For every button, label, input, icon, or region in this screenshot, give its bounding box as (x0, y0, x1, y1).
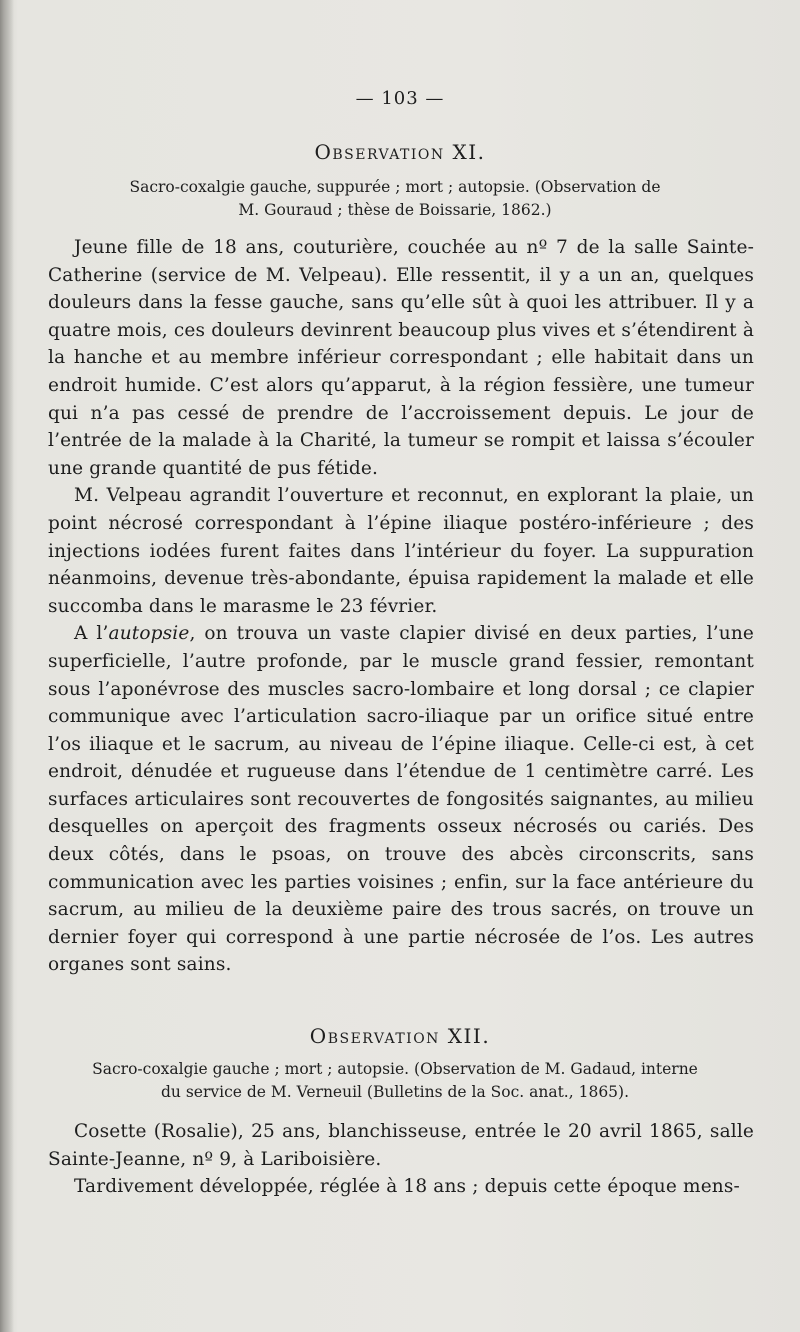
autopsy-prefix: A l’ (74, 623, 109, 645)
observation-xi-summary (70, 176, 720, 222)
autopsy-rest: , on trouva un vaste clapier divisé en deux parties, l’une superficielle, l’autre profonde, par le muscle grand fessier, remontant sous l’aponévrose des muscles sacro-lombaire et long dorsal ; ce clapier communique avec l’articulation sacro-iliaque par un orifice situé entre l’os iliaque et le sacrum, au niveau de l’épine iliaque. Celle-ci est, à cet endroit, dénudée et rugueuse dans l’étendue de 1 centimètre carré. Les surfaces articulaires sont recouvertes de fongosités saignantes, au milieu desquelles on aperçoit des fragments osseux nécrosés ou cariés. Des deux côtés, dans le psoas, on trouve des abcès circonscrits, sans communication avec les parties voisines ; enfin, sur la face antérieure du sacrum, au milieu de la deuxième paire des trous sacrés, on trouve un dernier foyer qui correspond à une partie nécrosée de l’os. Les autres organes sont sains. (48, 623, 754, 976)
observation-xi-paragraph-2: M. Velpeau agrandit l’ouverture et reconnut, en explorant la plaie, un point nécrosé correspondant à l’épine iliaque postéro-inférieure ; des injections iodées furent faites dans l’intérieur du foyer. La suppuration néanmoins, devenue très-abondante, épuisa rapidement la malade et elle succomba dans le marasme le 23 février. (48, 485, 754, 617)
observation-xi-heading: Observation XI. (314, 140, 486, 164)
observation-xii-paragraph-1: Cosette (Rosalie), 25 ans, blanchisseuse, entrée le 20 avril 1865, salle Sainte-Jeanne, nº 9, à Lariboisière. (48, 1121, 754, 1170)
observation-xi-summary-line2: M. Gouraud ; thèse de Boissarie, 1862.) (238, 201, 552, 219)
observation-xii-heading: Observation XII. (309, 1024, 491, 1048)
page-binding-shadow (0, 0, 14, 1332)
observation-xi-paragraph-3 (48, 620, 754, 979)
observation-xii-summary-line1: Sacro-coxalgie gauche ; mort ; autopsie. (Observation de M. Gadaud, interne (92, 1060, 698, 1078)
observation-xii-summary-line2: du service de M. Verneuil (Bulletins de la Soc. anat., 1865). (160, 1083, 630, 1101)
observation-xi-body (48, 234, 754, 979)
observation-xi-paragraph-1: Jeune fille de 18 ans, couturière, couchée au nº 7 de la salle Sainte-Catherine (service de M. Velpeau). Elle ressentit, il y a un an, quelques douleurs dans la fesse gauche, sans qu’elle sût à quoi les attribuer. Il y a quatre mois, ces douleurs devinrent beaucoup plus vives et s’étendirent à la hanche et au membre inférieur correspondant ; elle habitait dans un endroit humide. C’est alors qu’apparut, à la région fessière, une tumeur qui n’a pas cessé de prendre de l’accroissement depuis. Le jour de l’entrée de la malade à la Charité, la tumeur se rompit et laissa s’écouler une grande quantité de pus fétide. (48, 237, 754, 479)
observation-xii-summary (70, 1058, 720, 1104)
observation-xii-body (48, 1118, 754, 1201)
page-number: — 103 — (355, 88, 445, 109)
observation-xi-summary-line1: Sacro-coxalgie gauche, suppurée ; mort ; autopsie. (Observation de (129, 178, 661, 196)
autopsy-word: autopsie (108, 623, 190, 645)
observation-xii-paragraph-2: Tardivement développée, réglée à 18 ans ; depuis cette époque mens- (74, 1176, 740, 1198)
